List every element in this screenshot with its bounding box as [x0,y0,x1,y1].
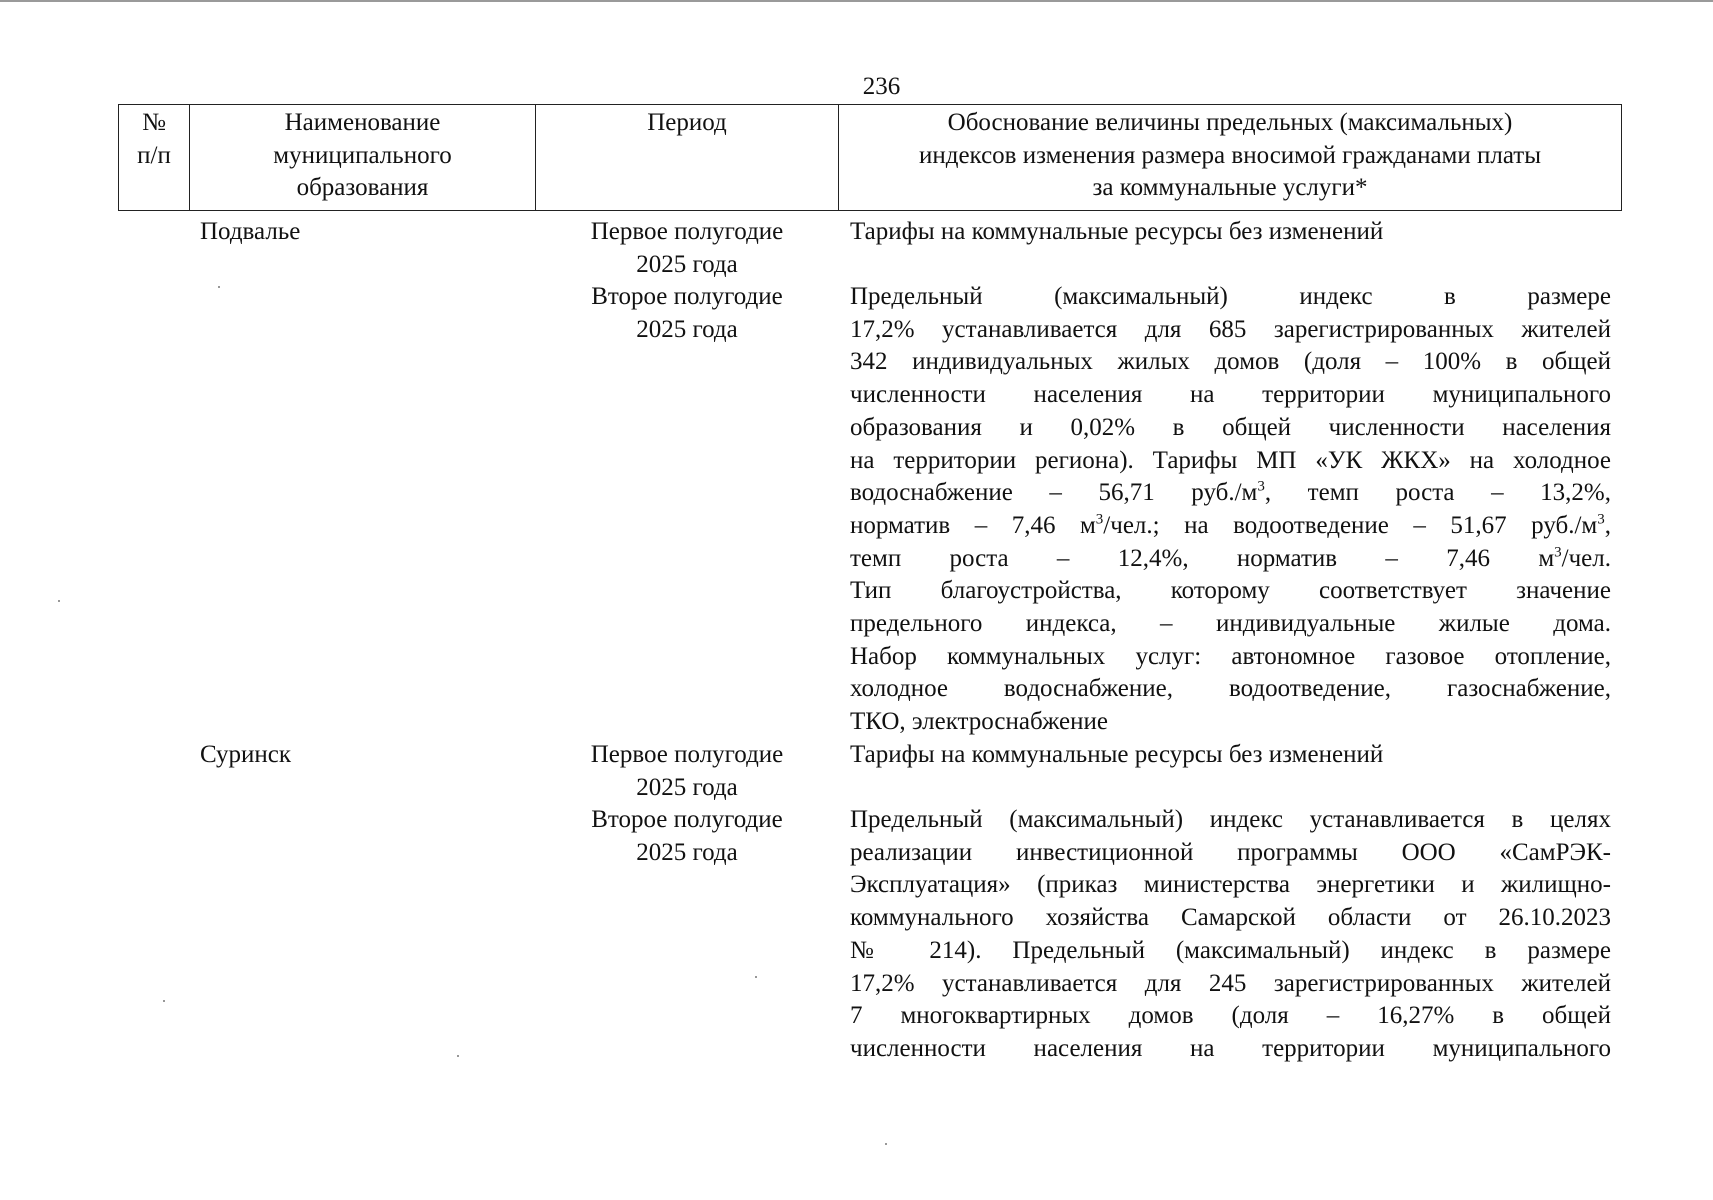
text-run: , [1604,511,1611,539]
scan-speck [457,1055,459,1057]
header-line: п/п [137,141,171,169]
justification-line: Эксплуатация» (приказ министерства энергетики и жилищно- [850,871,1611,899]
scan-speck [58,600,60,602]
justification-line: 7 многоквартирных домов (доля – 16,27% в общей [850,1002,1611,1030]
period-line: Второе полугодие [591,283,783,310]
justification-second-half [850,804,1611,1066]
scan-edge [0,0,1713,2]
municipality-name: Суринск [200,741,292,768]
superscript: 3 [1554,544,1562,561]
justification-line: реализации инвестиционной программы ООО «СамРЭК- [850,838,1611,866]
period-second-half [552,804,822,869]
period-line: Второе полугодие [591,806,783,833]
justification-line: холодное водоснабжение, водоотведение, газоснабжение, [850,675,1611,703]
justification-line: Тип благоустройства, которому соответствует значение [850,577,1611,605]
page-number: 236 [862,73,901,100]
header-line: Наименование [284,109,441,136]
header-line: образования [296,174,429,202]
justification-line: 342 индивидуальных жилых домов (доля – 100% в общей [850,348,1611,376]
justification-second-half [850,281,1611,739]
table-header [118,104,1622,211]
justification-line: Предельный (максимальный) индекс устанавливается в целях [850,806,1611,833]
period-line: 2025 года [636,838,738,866]
municipality-name: Подвалье [200,218,301,245]
justification-line: Тарифы на коммунальные ресурсы без изменений [850,218,1384,245]
period-line: 2025 года [636,315,738,343]
justification-line: численности населения на территории муниципального [850,1034,1611,1062]
text-run: водоснабжение – 56,71 руб./м [850,479,1258,507]
text-run: , темп роста – 13,2%, [1264,479,1611,507]
scan-speck [218,286,220,288]
header-line: Период [647,109,727,136]
text-run: /чел. [1561,544,1611,572]
header-col-number [119,105,189,210]
justification-line: предельного индекса, – индивидуальные жилые дома. [850,610,1611,638]
superscript: 3 [1597,511,1605,528]
justification-line: образования и 0,02% в общей численности населения [850,413,1611,441]
justification-line: Предельный (максимальный) индекс в размере [850,283,1611,310]
justification-line: 17,2% устанавливается для 685 зарегистрированных жителей [850,315,1611,343]
superscript: 3 [1257,478,1265,495]
justification-first-half [850,739,1611,772]
scan-speck [755,976,757,978]
period-line: Первое полугодие [590,741,784,768]
text-run: /чел.; на водоотведение – 51,67 руб./м [1103,511,1598,539]
justification-line: коммунального хозяйства Самарской области от 26.10.2023 [850,904,1611,932]
justification-line: численности населения на территории муниципального [850,381,1611,409]
header-line: Обоснование величины предельных (максимальных) [947,109,1513,136]
period-line: 2025 года [636,250,738,278]
justification-first-half [850,216,1611,249]
header-col-period [535,105,838,210]
text-run: темп роста – 12,4%, норматив – 7,46 м [850,544,1555,572]
period-second-half [552,281,822,346]
justification-line: 17,2% устанавливается для 245 зарегистрированных жителей [850,969,1611,997]
period-first-half [552,216,822,281]
header-col-justification [838,105,1621,210]
period-line: Первое полугодие [590,218,784,245]
header-line: индексов изменения размера вносимой гражданами платы [918,141,1542,169]
justification-line [850,510,1611,543]
header-line: муниципального [273,141,452,169]
scan-speck [163,1000,165,1002]
justification-line [850,477,1611,510]
justification-line: № 214). Предельный (максимальный) индекс в размере [850,936,1611,964]
period-line: 2025 года [636,773,738,801]
justification-line: на территории региона). Тарифы МП «УК ЖКХ» на холодное [850,446,1611,474]
text-run: норматив – 7,46 м [850,511,1096,539]
header-col-municipality [189,105,535,210]
superscript: 3 [1095,511,1104,528]
justification-line: ТКО, электроснабжение [850,708,1108,736]
header-line: № [142,109,166,136]
header-line: за коммунальные услуги* [1092,174,1368,202]
justification-line: Набор коммунальных услуг: автономное газовое отопление, [850,642,1611,670]
justification-line [850,543,1611,576]
period-first-half [552,739,822,804]
scan-speck [885,1143,887,1145]
justification-line: Тарифы на коммунальные ресурсы без изменений [850,741,1384,768]
